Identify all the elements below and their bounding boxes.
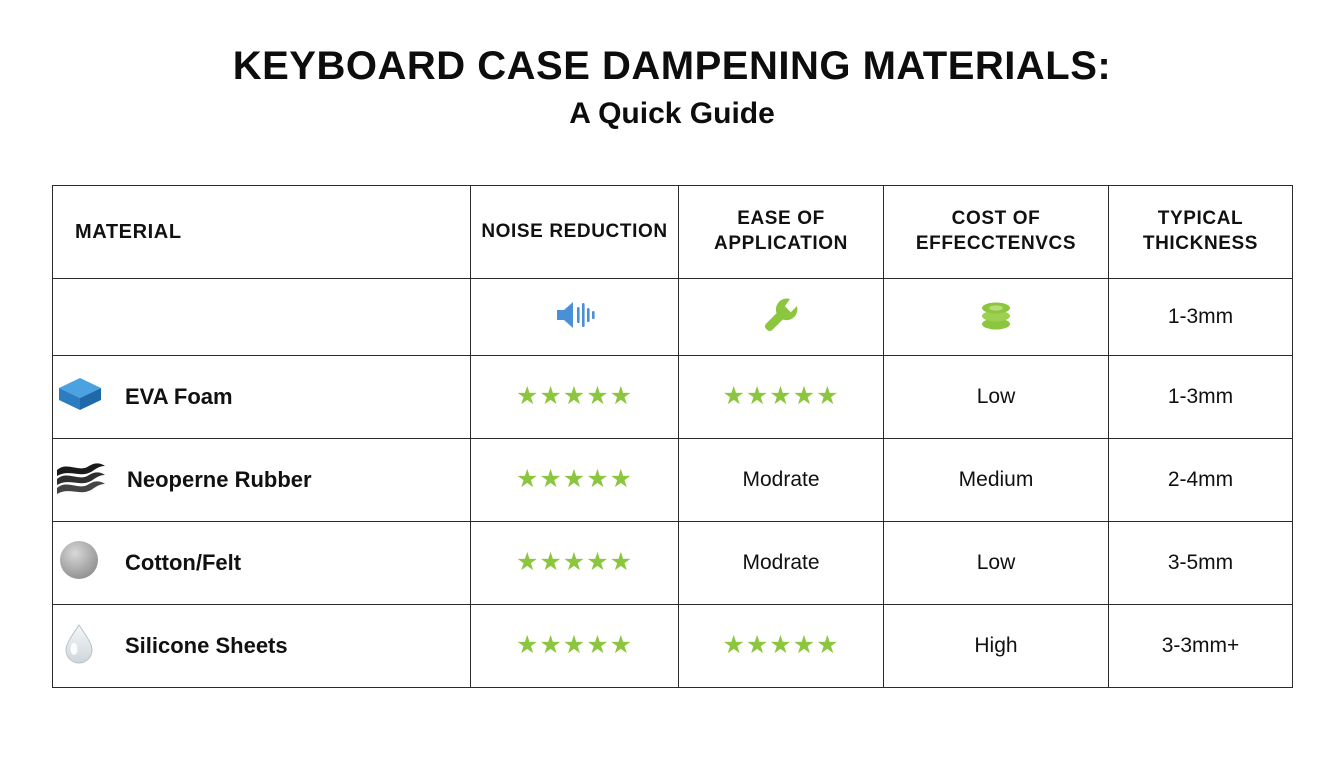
icon-row-material-cell — [53, 279, 471, 356]
row-cost-cell: Low — [884, 356, 1109, 439]
noise-rating-stars: ★★★★★ — [515, 631, 634, 659]
row-noise-cell — [471, 605, 679, 688]
row-thickness-cell: 1-3mm — [1109, 356, 1293, 439]
material-name: Neoperne Rubber — [127, 467, 312, 492]
icon-row-noise-cell — [471, 279, 679, 356]
row-ease-cell — [679, 605, 884, 688]
title-block — [0, 0, 1344, 131]
noise-rating-stars: ★★★★★ — [515, 382, 634, 410]
header-noise-reduction: NOISE REDUCTION — [471, 186, 679, 279]
page-title: KEYBOARD CASE DAMPENING MATERIALS: — [232, 44, 1112, 88]
row-noise-cell — [471, 439, 679, 522]
row-material-cell — [53, 356, 471, 439]
header-row — [53, 186, 1293, 279]
row-thickness-cell: 2-4mm — [1109, 439, 1293, 522]
row-material-cell — [53, 605, 471, 688]
row-cost-cell: Medium — [884, 439, 1109, 522]
coins-stack-icon — [974, 295, 1018, 340]
material-name: Silicone Sheets — [125, 633, 288, 658]
row-cost-cell: Low — [884, 522, 1109, 605]
row-ease-cell: Modrate — [679, 522, 884, 605]
icon-row-cost-cell — [884, 279, 1109, 356]
row-noise-cell — [471, 356, 679, 439]
header-material: MATERIAL — [53, 186, 471, 279]
table-row — [53, 439, 1293, 522]
row-ease-cell: Modrate — [679, 439, 884, 522]
ease-rating-stars: ★★★★★ — [722, 631, 840, 659]
row-cost-cell: High — [884, 605, 1109, 688]
comparison-table-wrapper — [52, 185, 1292, 688]
water-droplet-icon — [53, 619, 107, 673]
comparison-table — [52, 185, 1293, 688]
ease-rating-stars: ★★★★★ — [722, 382, 840, 410]
wrench-icon — [759, 293, 803, 342]
row-ease-cell — [679, 356, 884, 439]
header-cost-of-effectiveness: COST OF EFFECCTENVCS — [884, 186, 1109, 279]
table-row — [53, 605, 1293, 688]
header-ease-of-application: EASE OF APPLICATION — [679, 186, 884, 279]
blue-cube-icon — [53, 372, 107, 422]
row-material-cell — [53, 522, 471, 605]
icon-row — [53, 279, 1293, 356]
speaker-sound-icon — [551, 295, 599, 340]
table-header — [53, 186, 1293, 279]
row-thickness-cell: 3-5mm — [1109, 522, 1293, 605]
noise-rating-stars: ★★★★★ — [515, 465, 634, 493]
material-name: Cotton/Felt — [125, 550, 242, 575]
page-subtitle: A Quick Guide — [569, 96, 775, 130]
header-typical-thickness: TYPICAL THICKNESS — [1109, 186, 1293, 279]
noise-rating-stars: ★★★★★ — [515, 548, 634, 576]
icon-row-ease-cell — [679, 279, 884, 356]
gray-circle-icon — [53, 536, 107, 590]
row-material-cell — [53, 439, 471, 522]
black-wave-sheet-icon — [53, 457, 109, 503]
table-body — [53, 279, 1293, 688]
table-row — [53, 522, 1293, 605]
table-row — [53, 356, 1293, 439]
material-name: EVA Foam — [125, 384, 233, 409]
icon-row-thickness-cell: 1-3mm — [1109, 279, 1293, 356]
row-thickness-cell: 3-3mm+ — [1109, 605, 1293, 688]
row-noise-cell — [471, 522, 679, 605]
